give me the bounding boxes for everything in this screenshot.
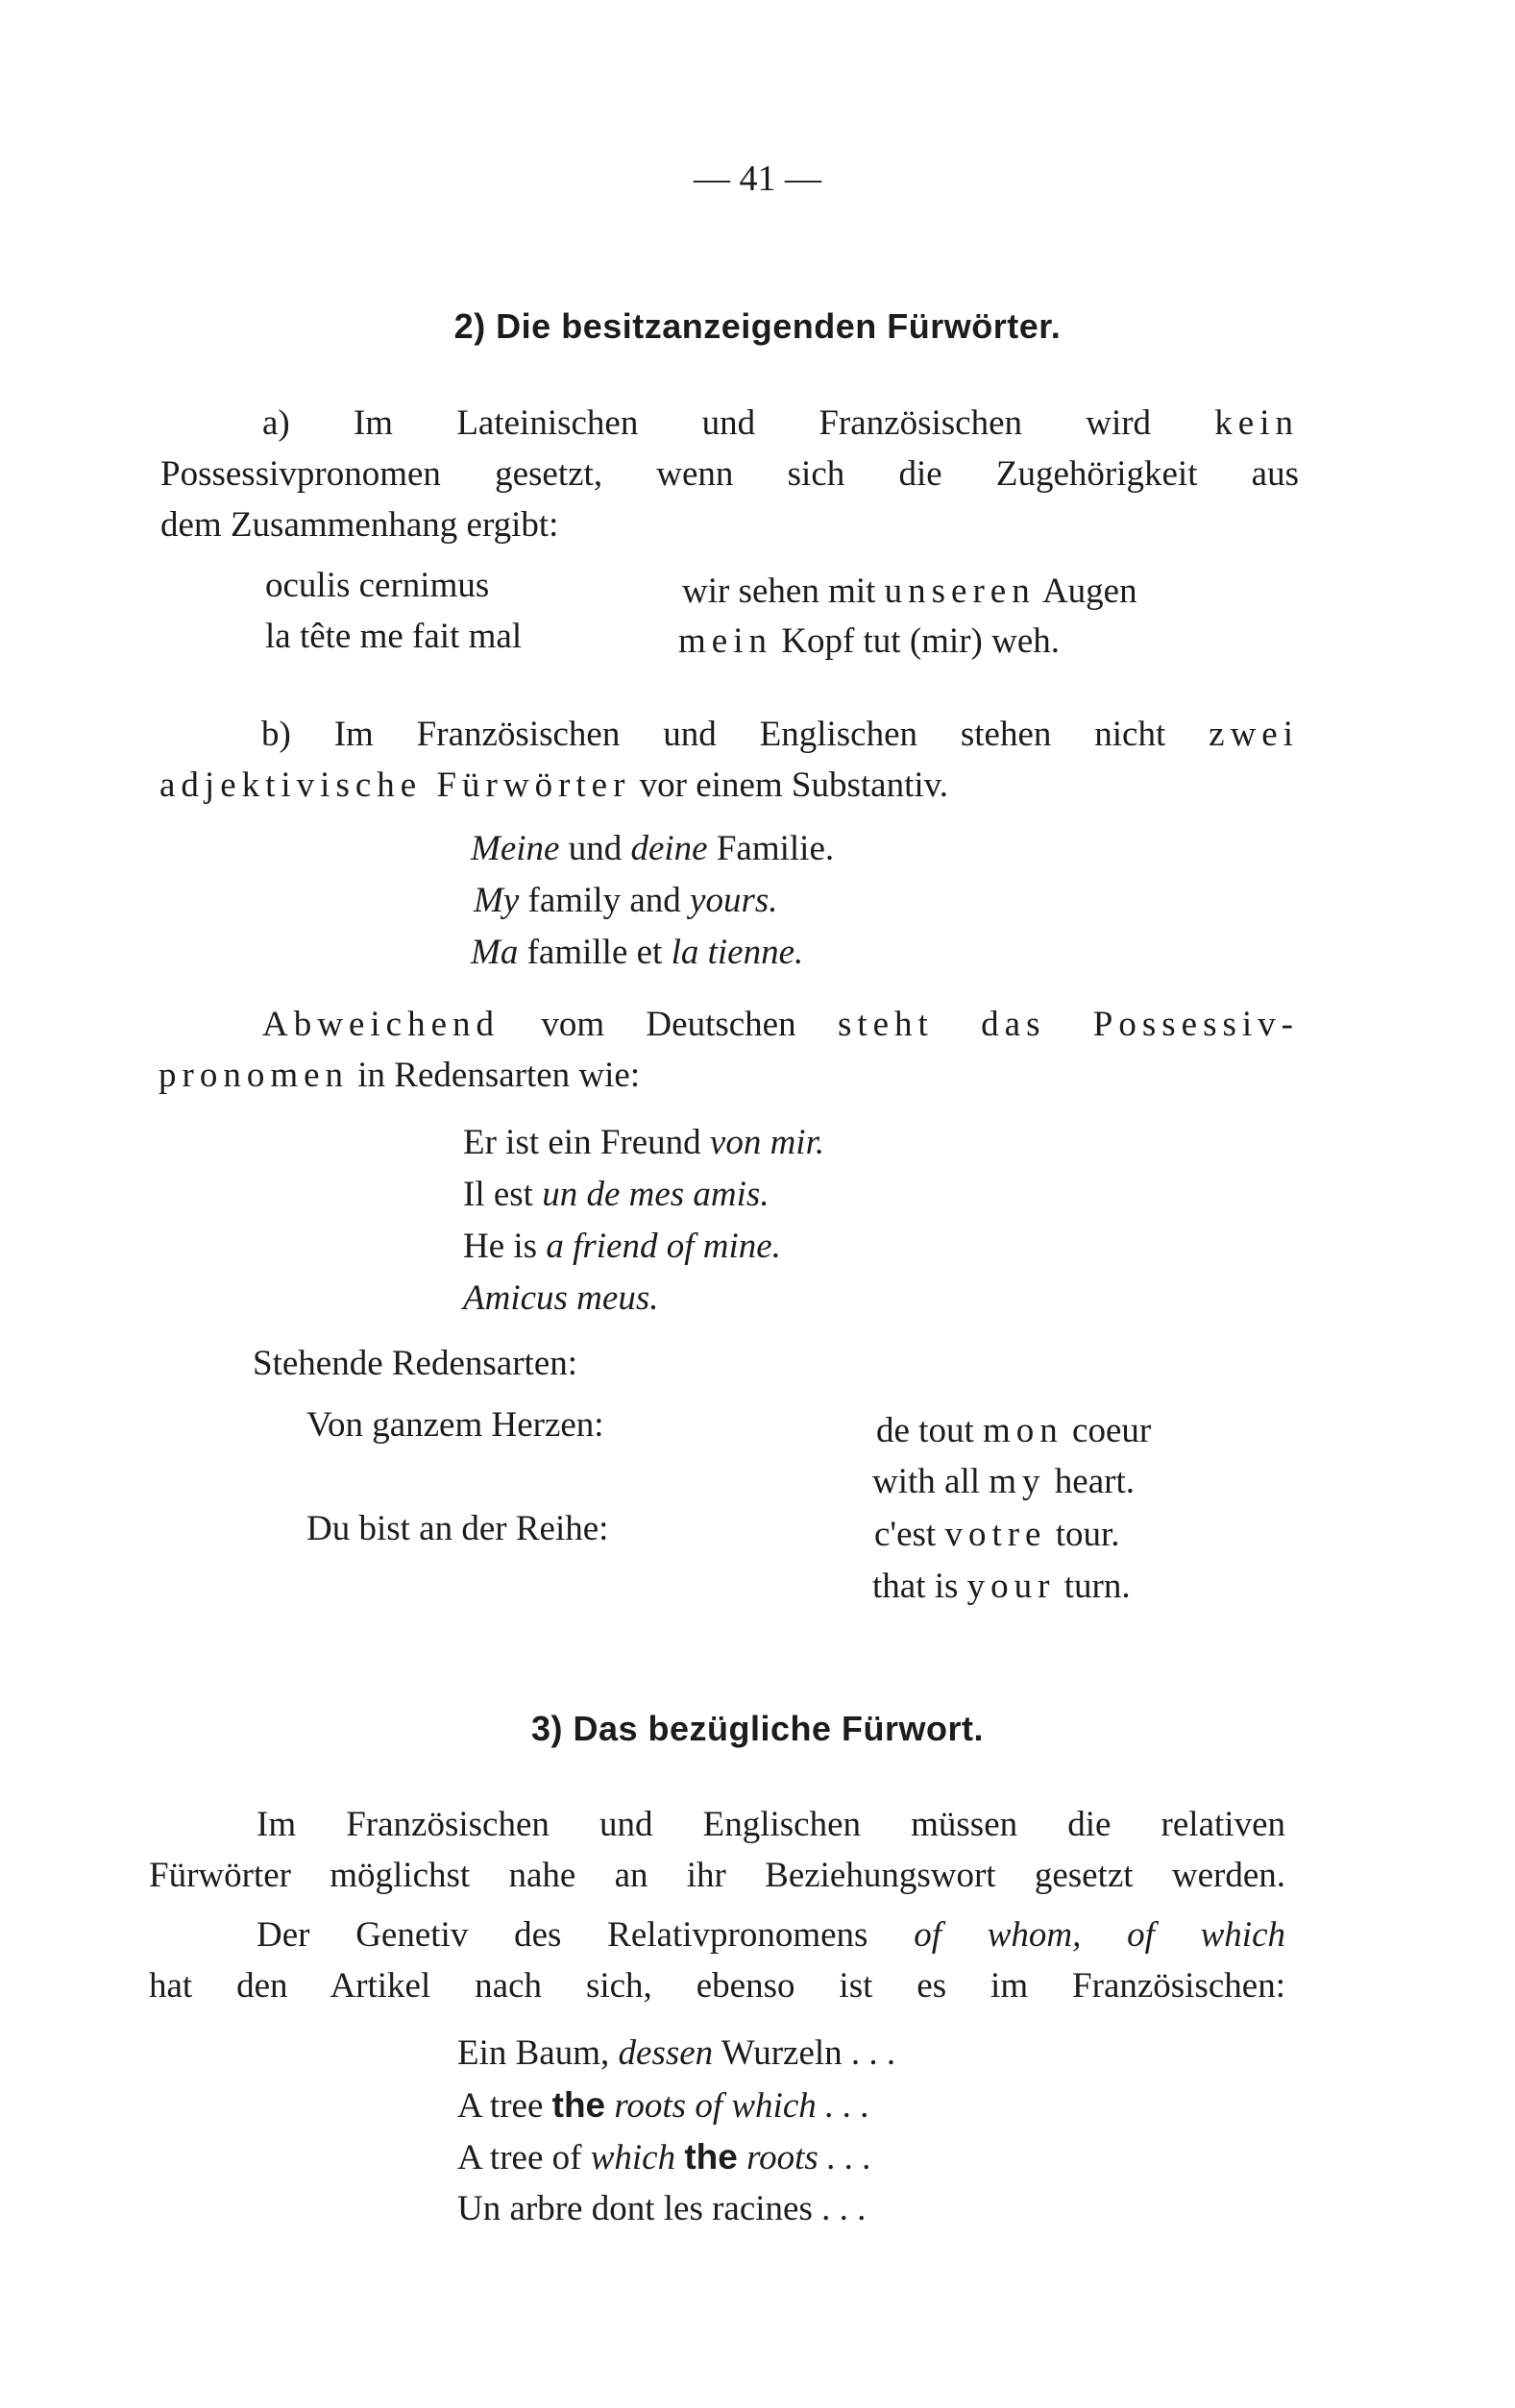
paragraph-c-line1: Abweichend vom Deutschen steht das Possessiv- <box>262 1005 1299 1044</box>
relative-example-3: A tree of which the roots . . . <box>457 2137 872 2177</box>
section3-paragraph-1-line1: Im Französischen und Englischen müssen die relativen <box>257 1805 1285 1844</box>
example-b-2: My family and yours. <box>474 881 778 920</box>
example-a-right-1: wir sehen mit unseren Augen <box>682 572 1137 611</box>
section3-paragraph-2 <box>149 1909 1285 2011</box>
idiom-1-german: Von ganzem Herzen: <box>306 1405 604 1445</box>
idiom-1-english: with all my heart. <box>872 1462 1135 1501</box>
idiom-2-french: c'est votre tour. <box>874 1515 1120 1554</box>
section3-paragraph-1 <box>149 1799 1285 1901</box>
paragraph-a <box>160 398 1299 550</box>
example-c-2: Il est un de mes amis. <box>463 1175 770 1214</box>
section-heading-relative: 3) Das bezügliche Fürwort. <box>530 1709 985 1748</box>
paragraph-c-line2: pronomen in Redensarten wie: <box>159 1056 641 1095</box>
example-b-3: Ma famille et la tienne. <box>471 933 804 972</box>
section3-paragraph-1-line2: Fürwörter möglichst nahe an ihr Beziehungswort gesetzt werden. <box>149 1856 1285 1895</box>
idiom-2-english: that is your turn. <box>872 1567 1131 1606</box>
section-heading-possessive: 2) Die besitzanzeigenden Fürwörter. <box>453 306 1062 346</box>
paragraph-b <box>159 709 1299 811</box>
relative-example-1: Ein Baum, dessen Wurzeln . . . <box>457 2033 896 2073</box>
paragraph-a-line1: a) Im Lateinischen und Französischen wird kein <box>262 403 1299 443</box>
paragraph-a-line2: Possessivpronomen gesetzt, wenn sich die Zugehörigkeit aus <box>160 454 1299 494</box>
example-a-right-2: mein Kopf tut (mir) weh. <box>678 621 1061 661</box>
section3-paragraph-2-line1: Der Genetiv des Relativpronomens of whom, of which <box>257 1915 1286 1955</box>
paragraph-b-line2: adjektivische Fürwörter vor einem Substantiv. <box>159 766 948 805</box>
paragraph-a-line3: dem Zusammenhang ergibt: <box>160 505 559 545</box>
idiom-2-german: Du bist an der Reihe: <box>306 1509 609 1548</box>
example-c-1: Er ist ein Freund von mir. <box>463 1123 825 1162</box>
paragraph-c <box>159 999 1299 1101</box>
relative-example-2: A tree the roots of which . . . <box>457 2085 870 2126</box>
page-number: — 41 — <box>694 158 821 199</box>
section3-paragraph-2-line2: hat den Artikel nach sich, ebenso ist es im Französischen: <box>149 1966 1285 2006</box>
example-c-4: Amicus meus. <box>463 1278 659 1318</box>
idiom-1-french: de tout mon coeur <box>876 1411 1152 1450</box>
paragraph-b-line1: b) Im Französischen und Englischen stehen nicht zwei <box>261 715 1300 754</box>
relative-example-4: Un arbre dont les racines . . . <box>457 2189 867 2228</box>
example-c-3: He is a friend of mine. <box>463 1227 781 1266</box>
idioms-label: Stehende Redensarten: <box>253 1344 578 1383</box>
example-a-left-1: oculis cernimus <box>265 566 490 605</box>
example-a-left-2: la tête me fait mal <box>265 617 523 656</box>
example-b-1: Meine und deine Familie. <box>471 829 835 868</box>
